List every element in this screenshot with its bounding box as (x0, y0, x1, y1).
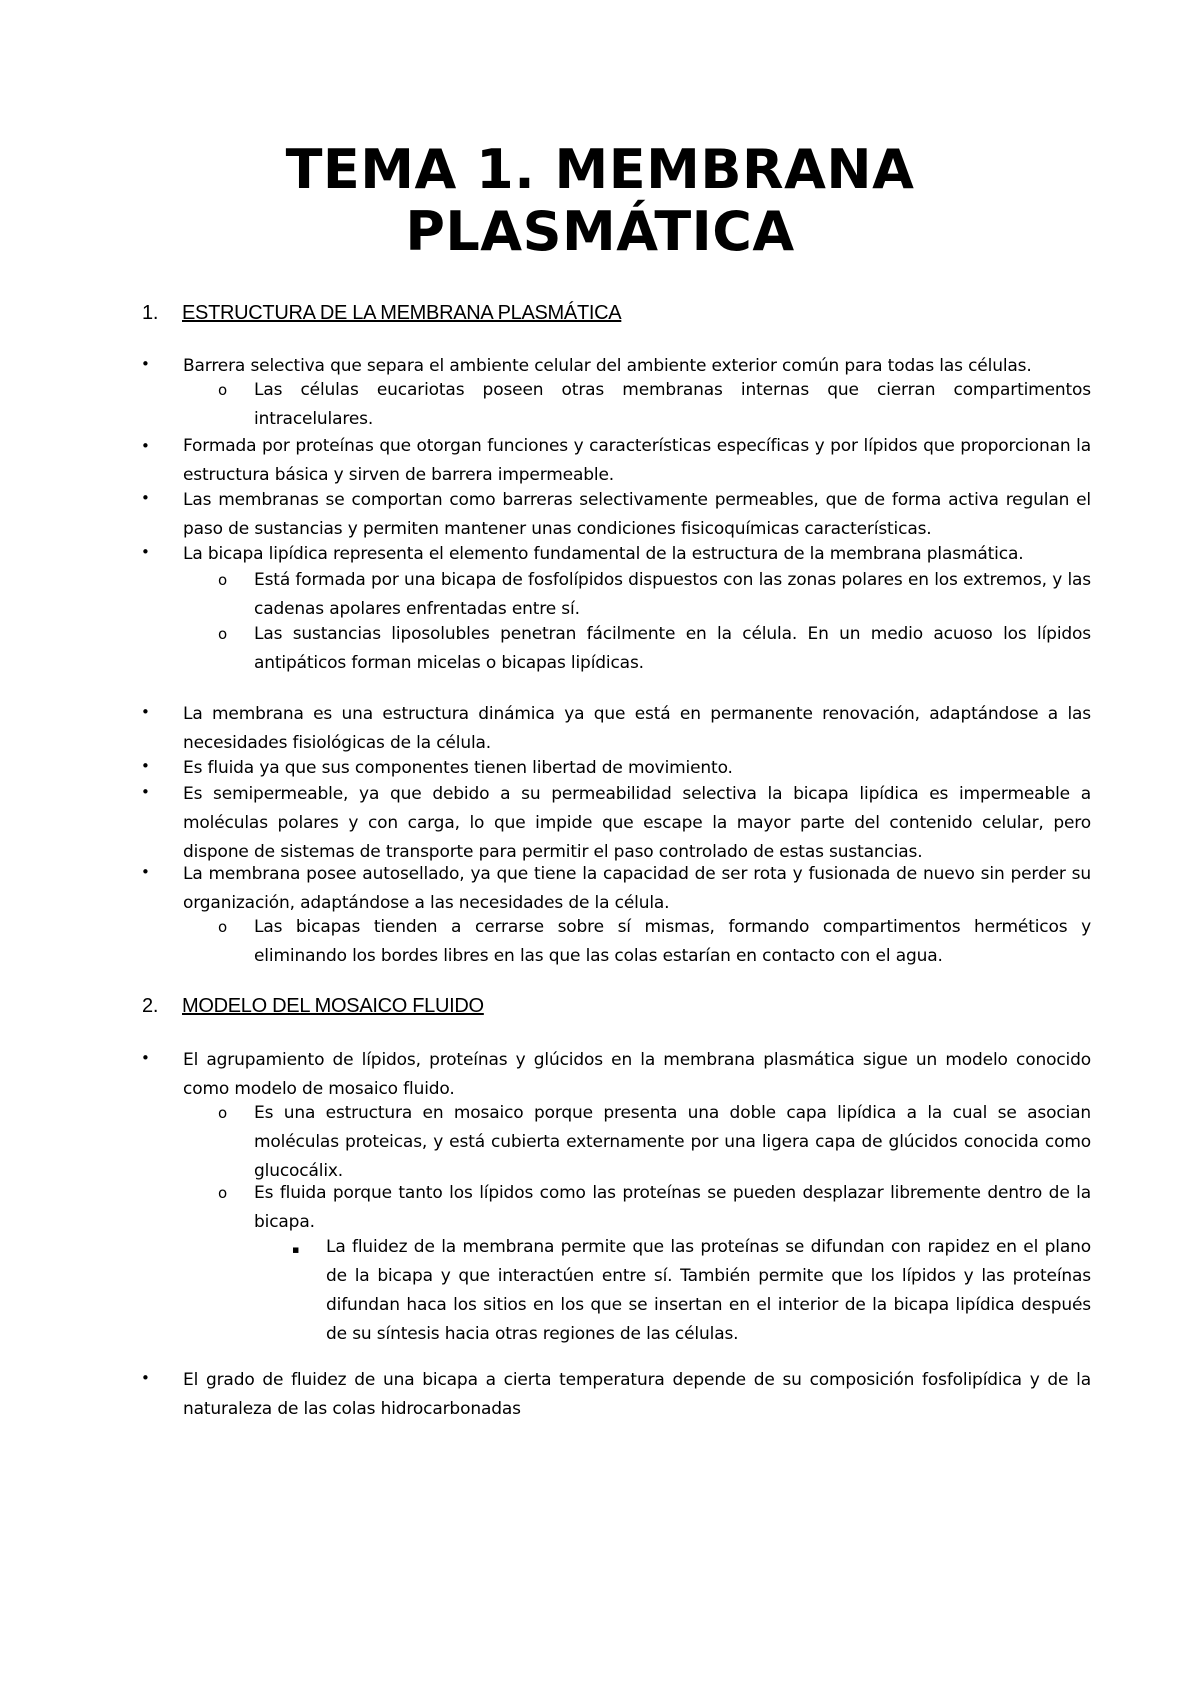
list-item: Barrera selectiva que separa el ambiente celular del ambiente exterior común para todas las células. (183, 356, 1032, 376)
section-1-number: 1. (142, 302, 159, 324)
section-2-title: MODELO DEL MOSAICO FLUIDO (182, 995, 484, 1017)
list-item: Formada por proteínas que otorgan funciones y características específicas y por lípidos que proporcionan la estructura básica y sirven de barrera impermeable. (183, 436, 1091, 485)
list-item: El grado de fluidez de una bicapa a cierta temperatura depende de su composición fosfolipídica y de la naturaleza de las colas hidrocarbonadas (183, 1370, 1091, 1419)
sub-bullet-marker: o (218, 625, 228, 643)
bullet-marker: • (141, 863, 150, 881)
sub-bullet-marker: o (218, 1104, 228, 1122)
title-line-2: PLASMÁTICA (405, 200, 795, 263)
list-item: Es una estructura en mosaico porque presenta una doble capa lipídica a la cual se asocian moléculas proteicas, y está cubierta externamente por una ligera capa de glúcidos conocida como glucocálix. (254, 1103, 1091, 1181)
list-item: Está formada por una bicapa de fosfolípidos dispuestos con las zonas polares en los extremos, y las cadenas apolares enfrentadas entre sí. (254, 570, 1091, 619)
bullet-marker: • (141, 543, 150, 561)
list-item: Las membranas se comportan como barreras selectivamente permeables, que de forma activa regulan el paso de sustancias y permiten mantener unas condiciones fisicoquímicas características. (183, 490, 1091, 539)
sub-bullet-marker: o (218, 381, 228, 399)
bullet-marker: • (141, 783, 150, 801)
square-bullet-marker: ▪ (292, 1243, 300, 1256)
bullet-marker: • (141, 1369, 150, 1387)
bullet-marker: • (141, 355, 150, 373)
list-item: Es fluida porque tanto los lípidos como las proteínas se pueden desplazar libremente dentro de la bicapa. (254, 1183, 1091, 1232)
list-item: Las sustancias liposolubles penetran fácilmente en la célula. En un medio acuoso los lípidos antipáticos forman micelas o bicapas lipídicas. (254, 624, 1091, 673)
sub-bullet-marker: o (218, 918, 228, 936)
list-item: Las bicapas tienden a cerrarse sobre sí mismas, formando compartimentos herméticos y eliminando los bordes libres en las que las colas estarían en contacto con el agua. (254, 917, 1091, 966)
section-1-title: ESTRUCTURA DE LA MEMBRANA PLASMÁTICA (182, 302, 622, 324)
sub-bullet-marker: o (218, 1184, 228, 1202)
list-item: El agrupamiento de lípidos, proteínas y glúcidos en la membrana plasmática sigue un modelo conocido como modelo de mosaico fluido. (183, 1050, 1091, 1099)
bullet-marker: • (141, 757, 150, 775)
bullet-marker: • (141, 489, 150, 507)
bullet-marker: • (141, 437, 150, 455)
section-2-number: 2. (142, 995, 159, 1017)
list-item: La bicapa lipídica representa el elemento fundamental de la estructura de la membrana plasmática. (183, 544, 1024, 564)
sub-bullet-marker: o (218, 571, 228, 589)
list-item: Las células eucariotas poseen otras membranas internas que cierran compartimentos intracelulares. (254, 380, 1091, 429)
list-item: Es fluida ya que sus componentes tienen libertad de movimiento. (183, 758, 733, 778)
list-item: La fluidez de la membrana permite que las proteínas se difundan con rapidez en el plano de la bicapa y que interactúen entre sí. También permite que los lípidos y las proteínas difundan haca los sitios en los que se insertan en el interior de la bicapa lipídica después de su síntesis hacia otras regiones de las células. (326, 1237, 1091, 1344)
bullet-marker: • (141, 703, 150, 721)
list-item: Es semipermeable, ya que debido a su permeabilidad selectiva la bicapa lipídica es impermeable a moléculas polares y con carga, lo que impide que escape la mayor parte del contenido celular, pero dispone de sistemas de transporte para permitir el paso controlado de estas sustancias. (183, 784, 1091, 862)
title-line-1: TEMA 1. MEMBRANA (285, 138, 915, 201)
list-item: La membrana es una estructura dinámica ya que está en permanente renovación, adaptándose a las necesidades fisiológicas de la célula. (183, 704, 1091, 753)
section-2-heading (142, 993, 484, 1019)
list-item: La membrana posee autosellado, ya que tiene la capacidad de ser rota y fusionada de nuevo sin perder su organización, adaptándose a las necesidades de la célula. (183, 864, 1091, 913)
section-1-heading (142, 300, 621, 326)
bullet-marker: • (141, 1049, 150, 1067)
